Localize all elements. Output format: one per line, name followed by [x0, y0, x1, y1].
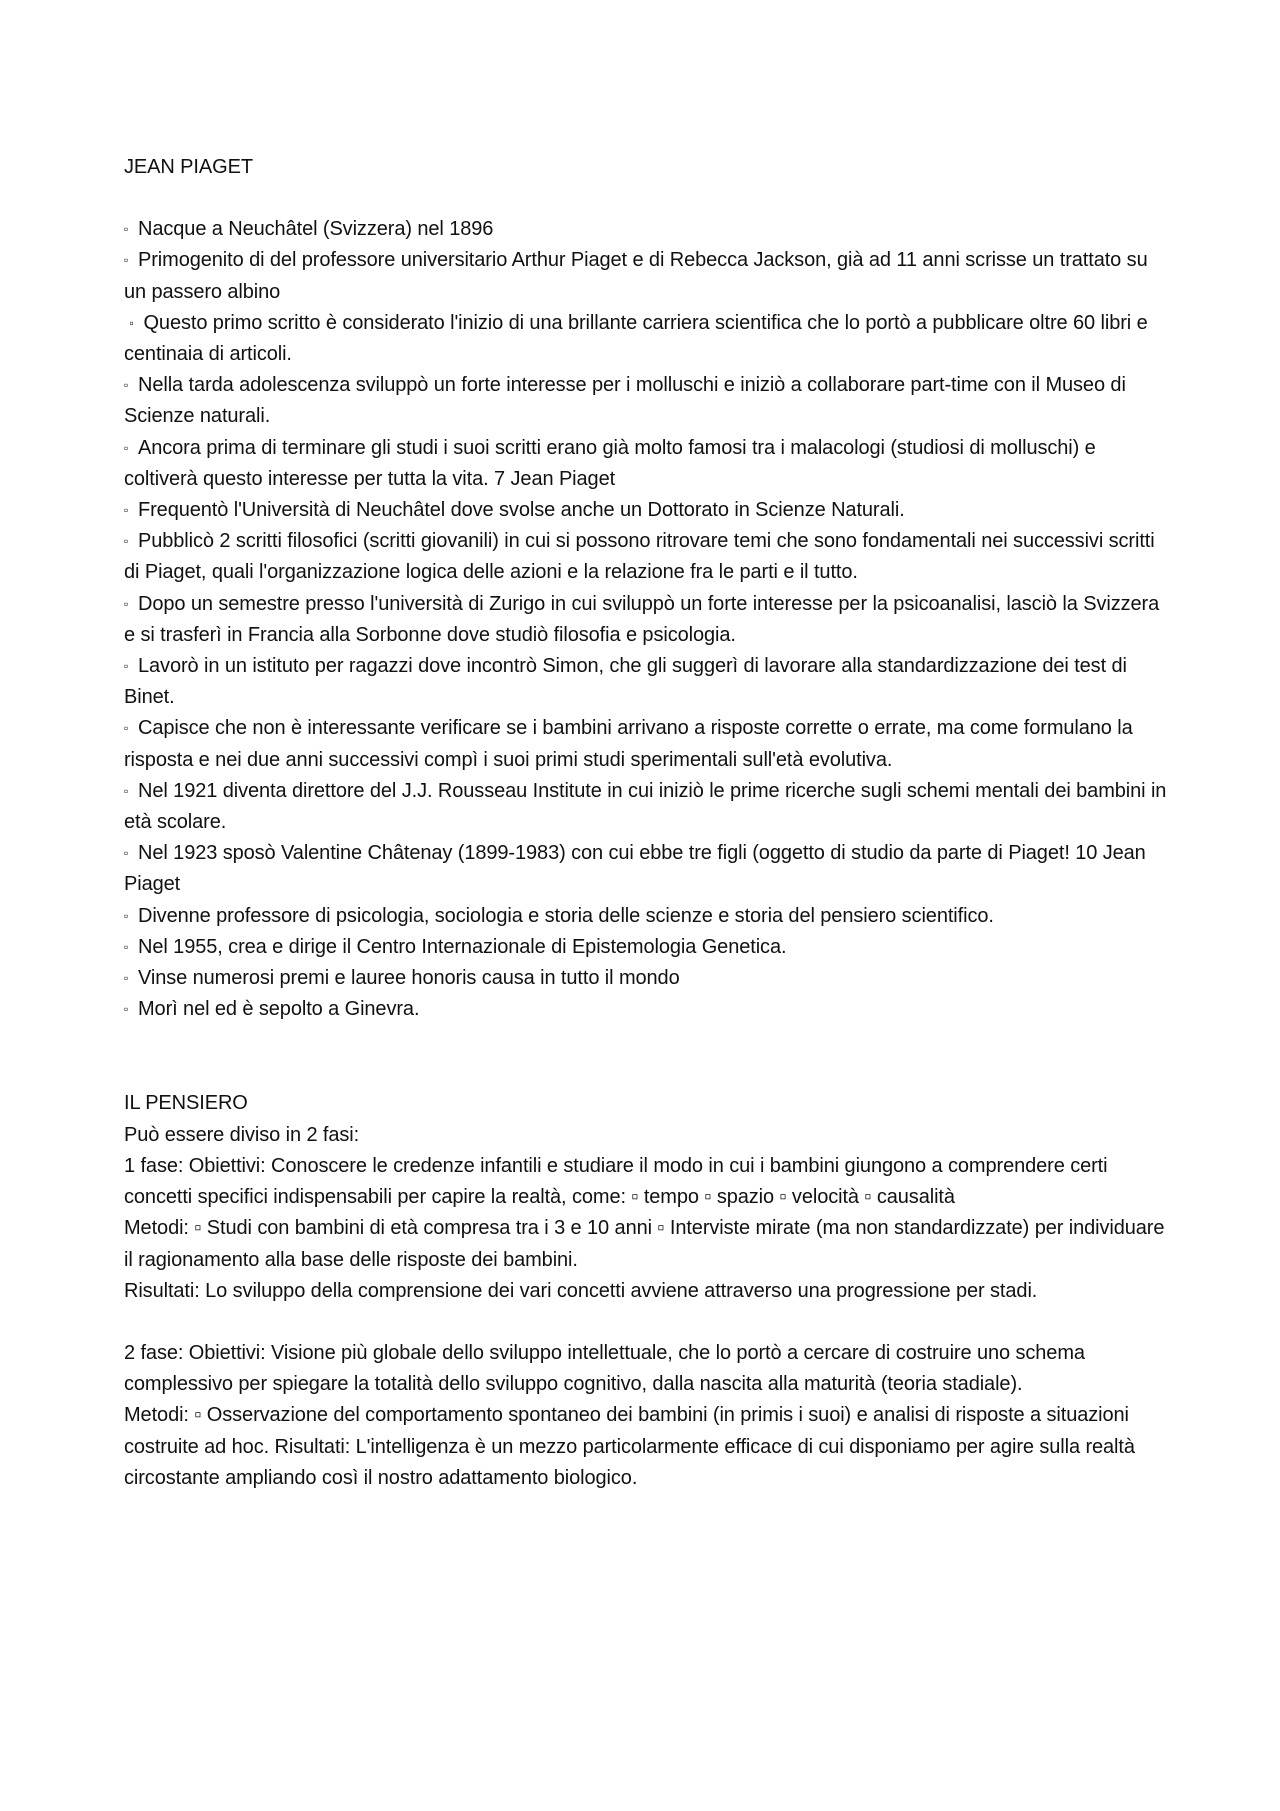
bio-item-text: Nel 1955, crea e dirige il Centro Internazionale di Epistemologia Genetica. — [138, 935, 787, 958]
bio-item — [124, 963, 1169, 994]
bio-item — [124, 433, 1169, 495]
bio-item — [124, 526, 1169, 588]
bio-item — [124, 713, 1169, 775]
bio-item-text: Divenne professore di psicologia, sociologia e storia delle scienze e storia del pensiero scientifico. — [138, 904, 994, 927]
document-page — [124, 152, 1169, 1494]
bio-item — [124, 308, 1169, 370]
bio-item-text: Nella tarda adolescenza sviluppò un forte interesse per i molluschi e iniziò a collaborare part-time con il Museo di Scienze naturali. — [124, 374, 1126, 428]
bio-item — [124, 838, 1169, 900]
bullet-icon: ▫ — [124, 253, 129, 268]
bullet-icon: ▫ — [124, 783, 129, 798]
bullet-icon: ▫ — [124, 846, 129, 861]
bio-item-text: Primogenito di del professore universitario Arthur Piaget e di Rebecca Jackson, già ad 11 anni scrisse un trattato su un passero albino — [124, 249, 1148, 303]
bullet-icon: ▫ — [124, 1002, 129, 1017]
bio-item — [124, 495, 1169, 526]
bullet-icon: ▫ — [124, 971, 129, 986]
fase1-metodi: Metodi: ▫ Studi con bambini di età compresa tra i 3 e 10 anni ▫ Interviste mirate (ma non standardizzate) per individuare il ragionamento alla base delle risposte dei bambini. — [124, 1217, 1165, 1271]
bio-item — [124, 901, 1169, 932]
fase2-obiettivi: 2 fase: Obiettivi: Visione più globale dello sviluppo intellettuale, che lo portò a cercare di costruire uno schema complessivo per spiegare la totalità dello sviluppo cognitivo, dalla nascita alla maturità (teoria stadiale). — [124, 1341, 1085, 1396]
bio-item-text: Pubblicò 2 scritti filosofici (scritti giovanili) in cui si possono ritrovare temi che sono fondamentali nei successivi scritti di Piaget, quali l'organizzazione logica delle azioni e la relazione fra le parti e il tutto. — [124, 530, 1155, 584]
bio-item-text: Questo primo scritto è considerato l'inizio di una brillante carriera scientifica che lo portò a pubblicare oltre 60 libri e centinaia di articoli. — [124, 311, 1148, 366]
bullet-icon: ▫ — [124, 503, 129, 518]
bio-title: JEAN PIAGET — [124, 156, 253, 178]
fase1-risultati: Risultati: Lo sviluppo della comprensione dei vari concetti avviene attraverso una progressione per stadi. — [124, 1279, 1038, 1302]
bio-list — [124, 214, 1169, 1025]
bio-item-text: Ancora prima di terminare gli studi i suoi scritti erano già molto famosi tra i malacologi (studiosi di molluschi) e coltiverà questo interesse per tutta la vita. 7 Jean Piaget — [124, 436, 1096, 490]
bio-item — [124, 214, 1169, 245]
bullet-icon: ▫ — [124, 534, 129, 549]
paragraph-spacer — [124, 1307, 1169, 1338]
pensiero-title: IL PENSIERO — [124, 1092, 248, 1115]
bullet-icon: ▫ — [124, 939, 129, 954]
section-spacer — [124, 1025, 1169, 1088]
fase1-obiettivi: 1 fase: Obiettivi: Conoscere le credenze infantili e studiare il modo in cui i bambini giungono a comprendere certi concetti specifici indispensabili per capire la realtà, come: ▫ tempo ▫ spazio ▫ velocità ▫ causalità — [124, 1154, 1108, 1209]
bio-item-text: Nel 1921 diventa direttore del J.J. Rousseau Institute in cui iniziò le prime ricerche sugli schemi mentali dei bambini in età scolare. — [124, 779, 1167, 834]
bio-item — [124, 932, 1169, 963]
pensiero-intro: Può essere diviso in 2 fasi: — [124, 1123, 360, 1146]
bullet-icon: ▫ — [124, 659, 129, 674]
bullet-icon: ▫ — [124, 378, 129, 393]
bio-item-text: Capisce che non è interessante verificare se i bambini arrivano a risposte corrette o errate, ma come formulano la risposta e nei due anni successivi compì i suoi primi studi sperimentali sull'età evolutiva. — [124, 717, 1133, 771]
bio-item-text: Vinse numerosi premi e lauree honoris causa in tutto il mondo — [138, 967, 680, 990]
bio-item — [124, 589, 1169, 651]
bullet-icon: ▫ — [129, 315, 134, 330]
bio-item-text: Nacque a Neuchâtel (Svizzera) nel 1896 — [138, 218, 494, 241]
bio-item — [124, 370, 1169, 432]
bio-item — [124, 651, 1169, 713]
bio-item — [124, 245, 1169, 307]
bio-item-text: Morì nel ed è sepolto a Ginevra. — [138, 998, 420, 1021]
bio-item-text: Frequentò l'Università di Neuchâtel dove svolse anche un Dottorato in Scienze Naturali. — [138, 499, 905, 522]
fase2-metodi: Metodi: ▫ Osservazione del comportamento spontaneo dei bambini (in primis i suoi) e analisi di risposte a situazioni costruite ad hoc. Risultati: L'intelligenza è un mezzo particolarmente efficace di cui disponiamo per agire sulla realtà circostante ampliando così il nostro adattamento biologico. — [124, 1404, 1135, 1489]
bio-item — [124, 994, 1169, 1025]
bio-item-text: Dopo un semestre presso l'università di Zurigo in cui sviluppò un forte interesse per la psicoanalisi, lasciò la Svizzera e si trasferì in Francia alla Sorbonne dove studiò filosofia e psicologia. — [124, 592, 1160, 646]
bio-item-text: Nel 1923 sposò Valentine Châtenay (1899-1983) con cui ebbe tre figli (oggetto di studio da parte di Piaget! 10 Jean Piaget — [124, 842, 1146, 896]
bullet-icon: ▫ — [124, 440, 129, 455]
bio-item — [124, 776, 1169, 838]
bullet-icon: ▫ — [124, 908, 129, 923]
bio-item-text: Lavorò in un istituto per ragazzi dove incontrò Simon, che gli suggerì di lavorare alla standardizzazione dei test di Binet. — [124, 655, 1127, 709]
bullet-icon: ▫ — [124, 596, 129, 611]
bullet-icon: ▫ — [124, 222, 129, 237]
bullet-icon: ▫ — [124, 721, 129, 736]
